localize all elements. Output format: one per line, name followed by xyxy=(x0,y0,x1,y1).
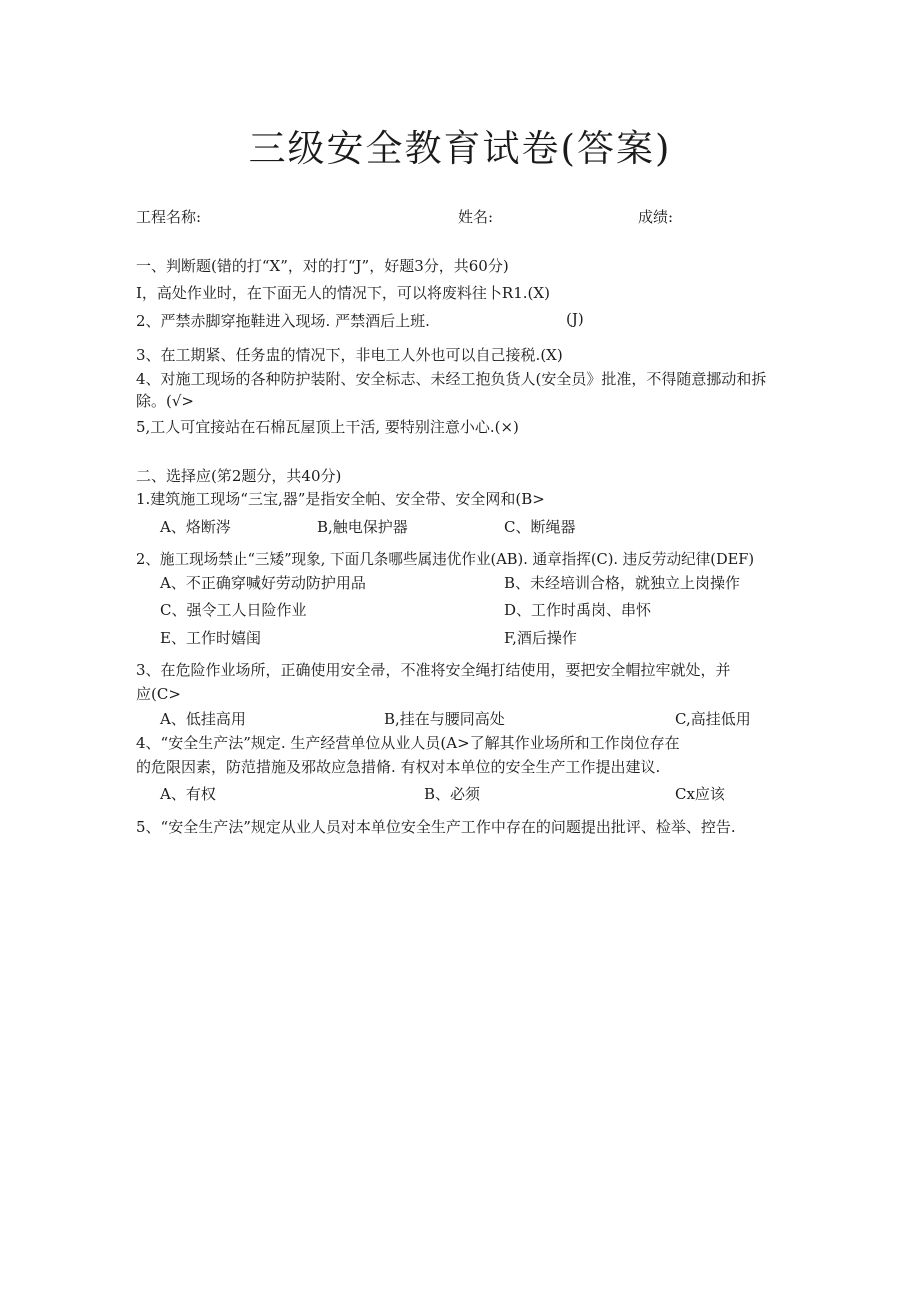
judgement-item: 5,工人可宜接站在石棉瓦屋顶上干活, 要特别注意小心.(×) xyxy=(136,418,519,436)
judgement-item: 除。(√> xyxy=(136,392,194,410)
choice-option: B,触电保护器 xyxy=(317,518,408,536)
choice-option: B、未经培训合格，就独立上岗操作 xyxy=(504,574,741,592)
choice-option: C、断绳器 xyxy=(504,518,576,536)
choice-question-5: 5、“安全生产法”规定从业人员对本单位安全生产工作中存在的问题提出批评、检举、控告. xyxy=(136,818,736,836)
choice-option: Cx应该 xyxy=(675,785,725,803)
project-name-label: 工程名称: xyxy=(136,208,202,226)
score-label: 成绩: xyxy=(638,208,674,226)
choice-question-4: 4、“安全生产法”规定. 生产经营单位从业人员(A>了解其作业场所和工作岗位存在 xyxy=(136,734,680,752)
choice-option: F,酒后操作 xyxy=(504,629,577,647)
choice-option: A、烙断涔 xyxy=(160,518,231,536)
choice-option: B、必须 xyxy=(424,785,481,803)
choice-question-1: 1.建筑施工现场“三宝,器”是指安全帕、安全带、安全网和(B> xyxy=(136,490,545,508)
choice-option: C、强令工人日险作业 xyxy=(160,601,307,619)
judgement-item: 3、在工期紧、任务盅的情况下，非电工人外也可以自己接税.(X) xyxy=(136,346,563,364)
judgement-item: 4、对施工现场的各种防护装附、安全标志、未经工抱负货人(安全员》批准，不得随意挪动和拆 xyxy=(136,370,767,388)
choice-question-3-cont: 应(C> xyxy=(136,685,181,703)
choice-option: E、工作时嬉闺 xyxy=(160,629,261,647)
choice-question-3: 3、在危险作业场所，正确使用安全帚，不准将安全绳打结使用，要把安全帽拉牢就处，并 xyxy=(136,661,731,679)
judgement-item-answer: (J) xyxy=(566,310,584,328)
choice-option: A、不正确穿喊好劳动防护用品 xyxy=(160,574,366,592)
page-title: 三级安全教育试卷(答案) xyxy=(248,127,672,170)
choice-question-4-cont: 的危限因素，防范措施及邪故应急措脩. 有权对本单位的安全生产工作提出建议. xyxy=(136,758,661,776)
judgement-item: I，高处作业时，在下面无人的情况下，可以将废料往卜R1.(X) xyxy=(136,284,550,302)
section1-heading: 一、判断题(错的打“X”，对的打“J”，好题3分，共60分) xyxy=(136,257,509,275)
choice-option: A、有权 xyxy=(160,785,216,803)
choice-option: B,挂在与腰同高处 xyxy=(384,710,505,728)
judgement-item: 2、严禁赤脚穿拖鞋进入现场. 严禁酒后上班. xyxy=(136,312,430,330)
student-name-label: 姓名: xyxy=(458,208,494,226)
section2-heading: 二、选择应(笫2题分，共40分) xyxy=(136,467,342,485)
choice-option: A、低挂高用 xyxy=(160,710,246,728)
choice-question-2: 2、施工现场禁止“三矮”现象, 下面几条哪些属违优作业(AB). 通章指挥(C). 违反劳动纪律(DEF) xyxy=(136,551,755,568)
choice-option: D、工作时禹岗、串怀 xyxy=(504,601,652,619)
choice-option: C,高挂低用 xyxy=(675,710,751,728)
